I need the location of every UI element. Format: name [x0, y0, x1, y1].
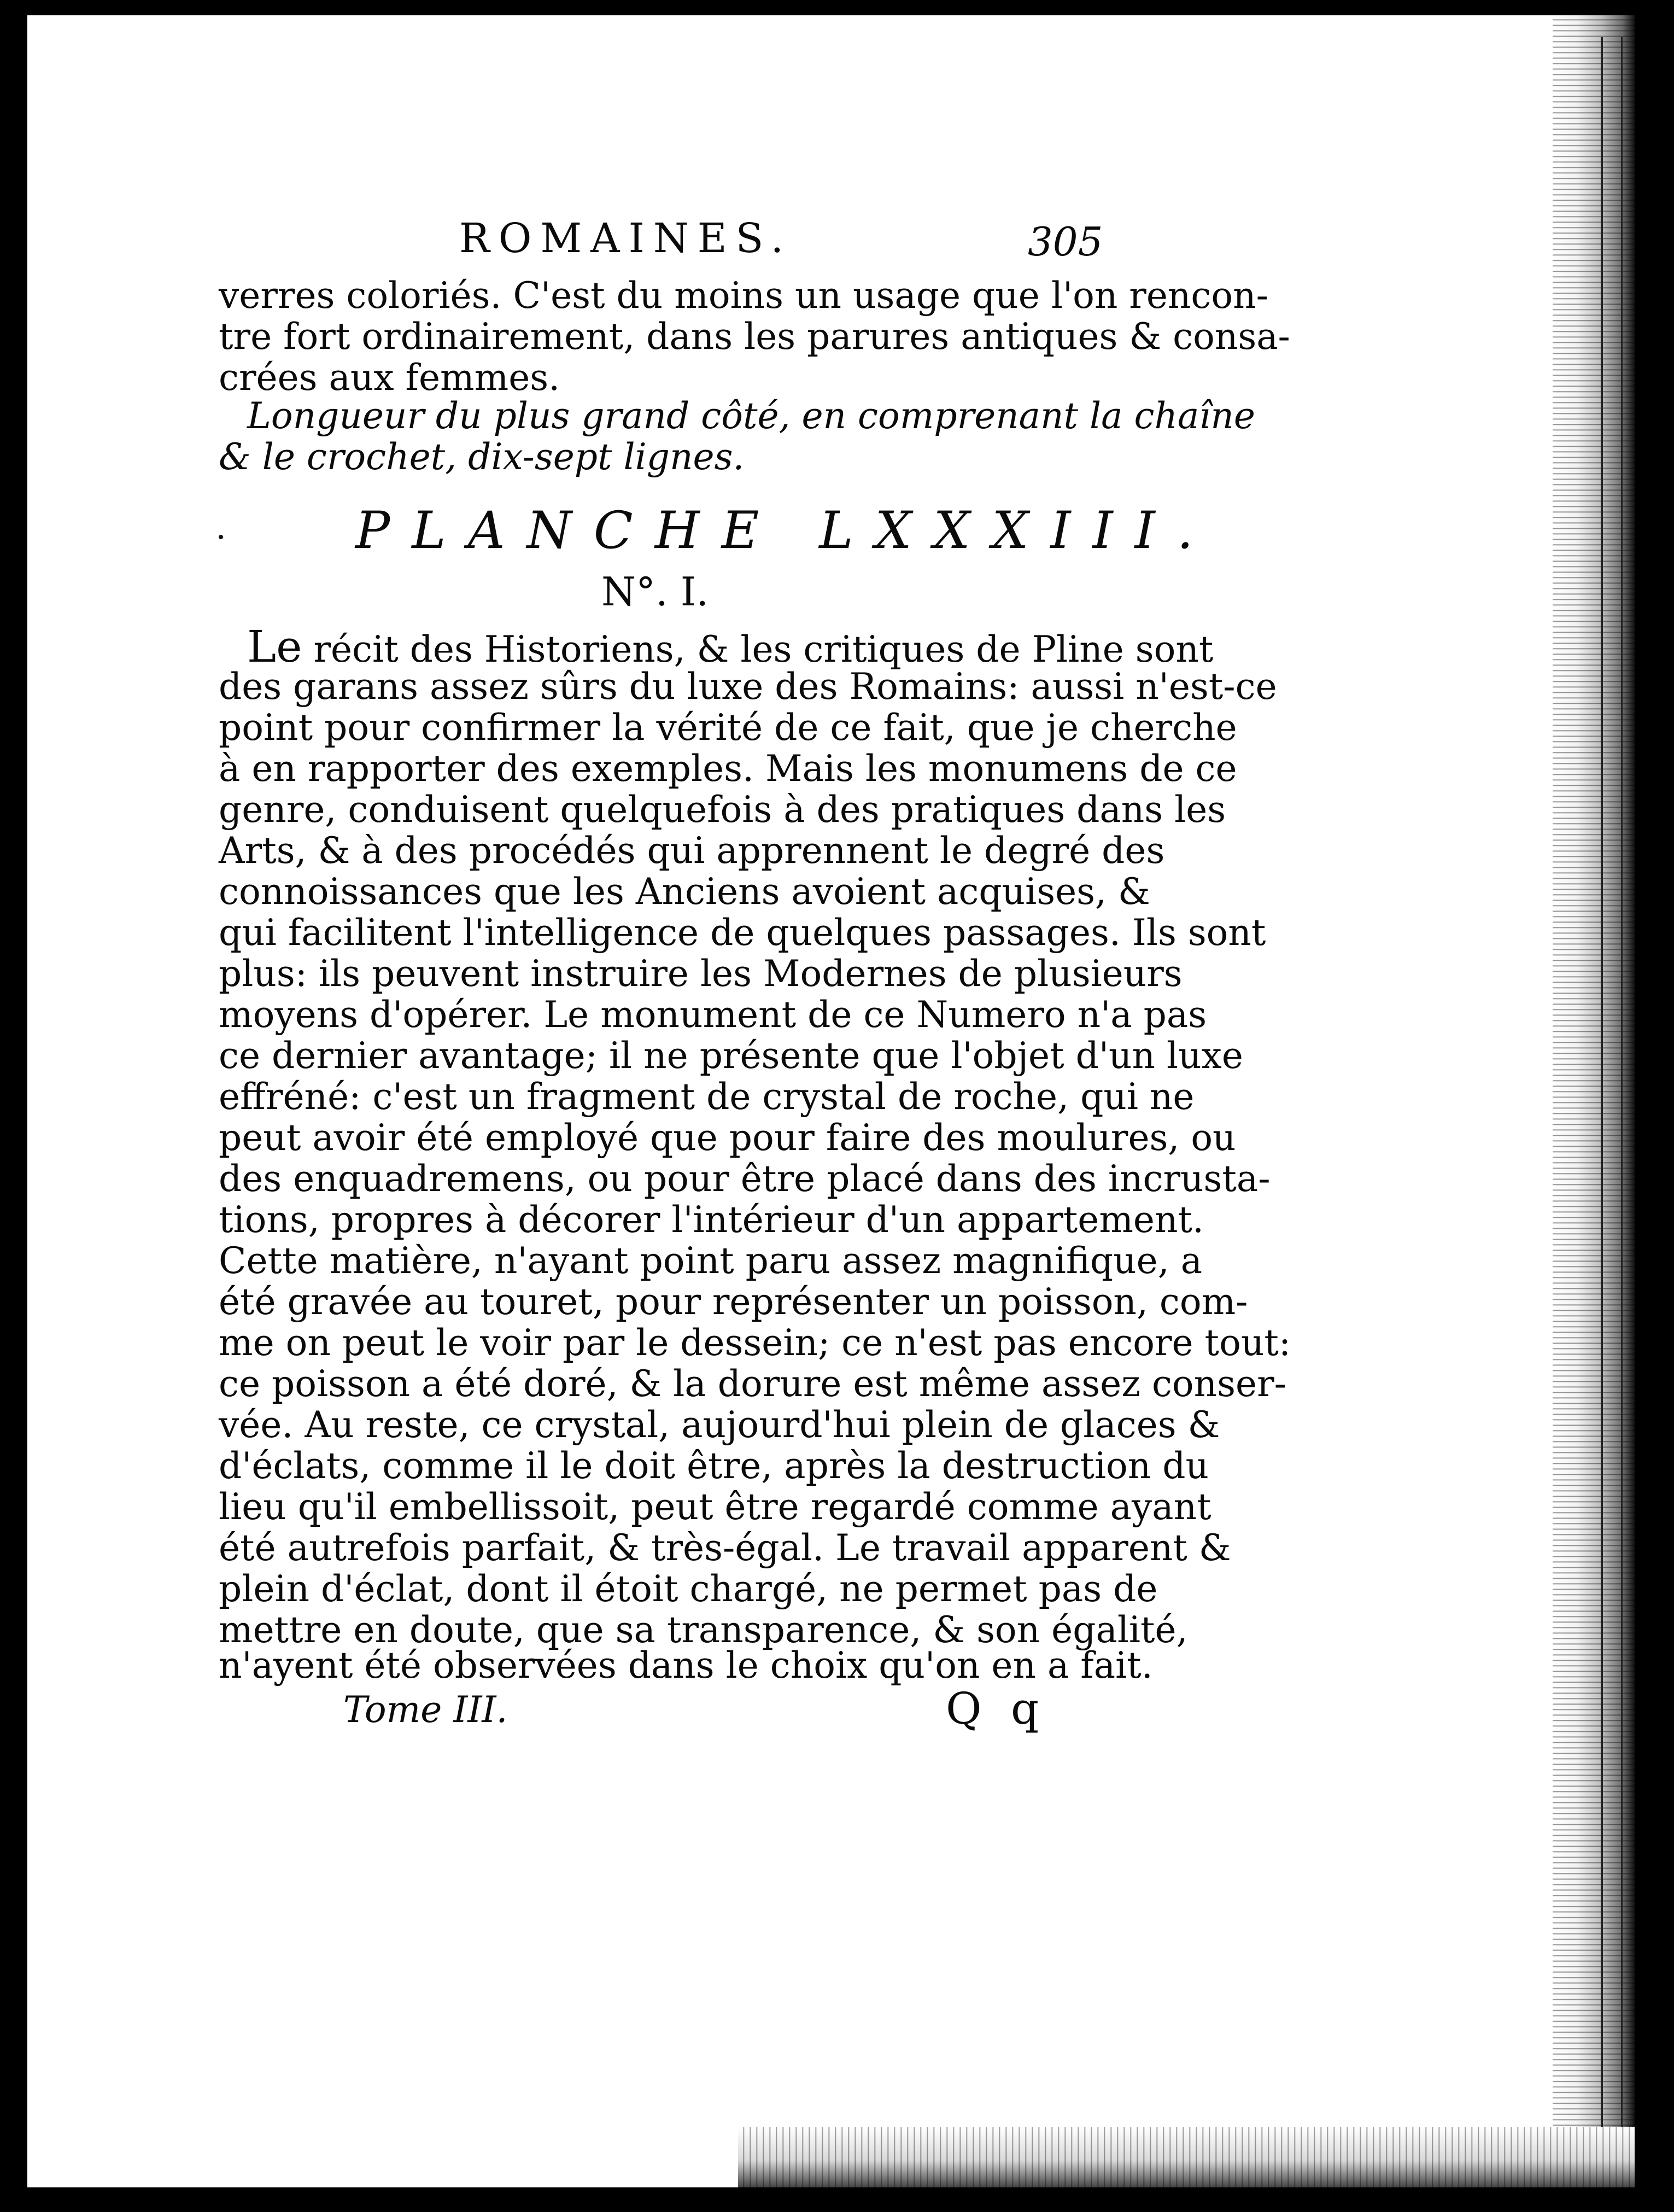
book-page — [27, 15, 1635, 2187]
first-line-text: récit des Historiens, & les critiques de Pline sont — [302, 628, 1214, 670]
number-label: N°. I. — [601, 569, 709, 615]
body-line: connoissances que les Anciens avoient acquises, & — [219, 871, 1150, 913]
plate-title: PLANCHE LXXXIII. — [355, 501, 1215, 561]
body-line: des garans assez sûrs du luxe des Romains: aussi n'est-ce — [219, 666, 1277, 708]
body-line: ce dernier avantage; il ne présente que l'objet d'un luxe — [219, 1035, 1243, 1077]
body-line: été gravée au touret, pour représenter un poisson, com- — [219, 1281, 1248, 1323]
body-line: effréné: c'est un fragment de crystal de roche, qui ne — [219, 1076, 1195, 1118]
body-line-last: n'ayent été observées dans le choix qu'on en a fait. — [219, 1644, 1153, 1686]
body-line: tions, propres à décorer l'intérieur d'un appartement. — [219, 1199, 1204, 1241]
page-number: 305 — [1028, 219, 1103, 265]
body-line: des enquadremens, ou pour être placé dans des incrusta- — [219, 1158, 1271, 1200]
body-line: Cette matière, n'ayant point paru assez magnifique, a — [219, 1240, 1203, 1282]
body-line: vée. Au reste, ce crystal, aujourd'hui plein de glaces & — [219, 1404, 1220, 1446]
body-line: Arts, & à des procédés qui apprennent le degré des — [219, 830, 1165, 872]
body-line: qui facilitent l'intelligence de quelques passages. Ils sont — [219, 912, 1266, 954]
stray-ink-dot — [219, 535, 223, 539]
body-line: ce poisson a été doré, & la dorure est même assez conser- — [219, 1363, 1286, 1405]
page-text — [27, 15, 1635, 2187]
body-line: mettre en doute, que sa transparence, & son égalité, — [219, 1609, 1188, 1651]
body-line: point pour confirmer la vérité de ce fait, que je cherche — [219, 707, 1237, 749]
signature-mark: Q q — [946, 1683, 1047, 1734]
body-line: moyens d'opérer. Le monument de ce Numero n'a pas — [219, 994, 1207, 1036]
body-line: d'éclats, comme il le doit être, après la destruction du — [219, 1445, 1209, 1487]
measurement-line: Longueur du plus grand côté, en comprenant la chaîne — [247, 395, 1255, 437]
carryover-line: crées aux femmes. — [219, 357, 560, 399]
body-first-line — [247, 621, 1214, 672]
carryover-line: tre fort ordinairement, dans les parures antiques & consa- — [219, 316, 1290, 358]
body-line: lieu qu'il embellissoit, peut être regardé comme ayant — [219, 1486, 1211, 1528]
volume-label: Tome III. — [343, 1689, 508, 1731]
body-line: peut avoir été employé que pour faire des moulures, ou — [219, 1117, 1236, 1159]
body-line: plein d'éclat, dont il étoit chargé, ne permet pas de — [219, 1568, 1158, 1610]
body-line: été autrefois parfait, & très-égal. Le travail apparent & — [219, 1527, 1231, 1569]
running-head: ROMAINES. — [459, 215, 793, 262]
measurement-line: & le crochet, dix-sept lignes. — [219, 436, 745, 478]
body-line: genre, conduisent quelquefois à des pratiques dans les — [219, 789, 1226, 831]
carryover-line: verres coloriés. C'est du moins un usage que l'on rencon- — [219, 275, 1268, 317]
body-line: à en rapporter des exemples. Mais les monumens de ce — [219, 748, 1237, 790]
body-line: me on peut le voir par le dessein; ce n'est pas encore tout: — [219, 1322, 1291, 1364]
body-line: plus: ils peuvent instruire les Modernes de plusieurs — [219, 953, 1183, 995]
initial-word: Le — [247, 621, 302, 672]
